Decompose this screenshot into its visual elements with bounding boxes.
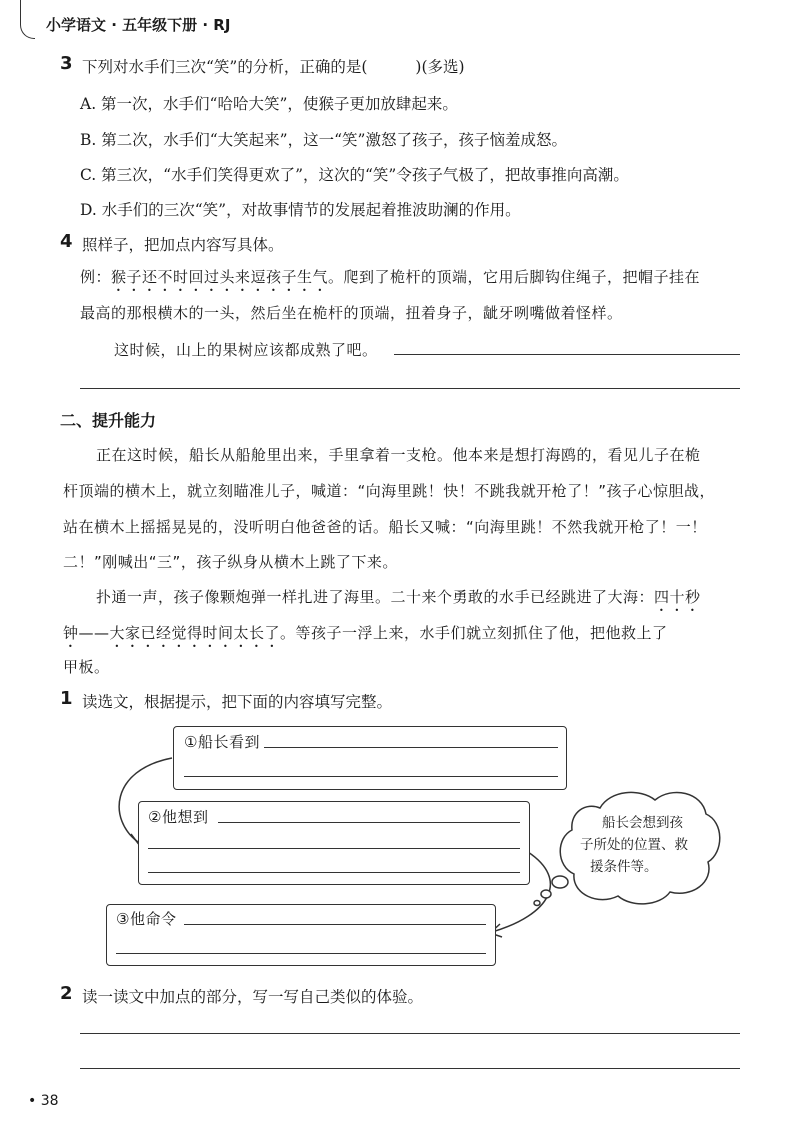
passage-line: 二！”刚喊出“三”，孩子纵身从横木上跳了下来。 [63,553,398,571]
dotted-text: 钟 [63,624,79,642]
example-prefix: 例： [80,268,112,286]
question-4-number: 4 [60,231,73,252]
bubble-line: 子所处的位置、救 [580,837,688,853]
question-3-stem-text: 下列对水手们三次“笑”的分析，正确的是( [82,58,368,76]
example-line-2: 最高的那根横木的一头，然后坐在桅杆的顶端，扭着身子，龇牙咧嘴做着怪样。 [80,304,623,322]
example-rest: 。爬到了桅杆的顶端，它用后脚钩住绳子，把帽子挂在 [328,268,701,286]
question-4-prompt: 这时候，山上的果树应该都成熟了吧。 [114,341,378,359]
cloud-dot [534,901,540,906]
dotted-text: 四十秒 [654,588,701,606]
subquestion-1-number: 1 [60,688,73,709]
subquestion-2-stem: 读一读文中加点的部分，写一写自己类似的体验。 [82,988,424,1006]
bubble-line: 援条件等。 [590,859,658,875]
option-c: C. 第三次，“水手们笑得更欢了”，这次的“笑”令孩子气极了，把故事推向高潮。 [80,166,629,184]
subquestion-2-number: 2 [60,983,73,1004]
question-3-number: 3 [60,53,73,74]
example-dotted-text: 猴子还不时回过头来逗孩子生气 [111,268,329,286]
box-3-label: ③他命令 [116,910,177,928]
answer-line[interactable] [80,1068,740,1069]
passage-line: 正在这时候，船长从船舱里出来，手里拿着一支枪。他本来是想打海鸥的，看见儿子在桅 [96,446,701,464]
dash: —— [78,624,110,642]
option-d: D. 水手们的三次“笑”，对故事情节的发展起着推波助澜的作用。 [80,201,521,219]
passage-text: 扑通一声，孩子像颗炮弹一样扎进了海里。二十来个勇敢的水手已经跳进了大海： [96,588,655,606]
question-4-stem: 照样子，把加点内容写具体。 [82,236,284,254]
passage-line: 站在横木上摇摇晃晃的，没听明白他爸爸的话。船长又喊：“向海里跳！不然我就开枪了！一！ [63,518,707,536]
subquestion-1-stem: 读选文，根据提示，把下面的内容填写完整。 [82,693,393,711]
thought-bubble-text [580,812,710,878]
cloud-dot [541,890,551,898]
dotted-text: 大家已经觉得时间太长了 [109,624,281,642]
passage-line: 杆顶端的横木上，就立刻瞄准儿子，喊道：“向海里跳！快！不跳我就开枪了！”孩子心惊胆战， [63,482,716,500]
option-b: B. 第二次，水手们“大笑起来”，这一“笑”激怒了孩子，孩子恼羞成怒。 [80,131,567,149]
answer-line[interactable] [80,1033,740,1034]
box-1-label: ①船长看到 [184,733,260,751]
passage-line: 甲板。 [63,658,110,676]
box-2-label: ②他想到 [148,808,209,826]
page-header-title: 小学语文 · 五年级下册 · RJ [46,16,231,34]
cloud-dot [552,876,568,888]
page-number: • 38 [28,1093,59,1109]
passage-text: 。等孩子一浮上来，水手们就立刻抓住了他，把他救上了 [280,624,668,642]
question-3-stem-suffix: )(多选) [415,58,465,76]
option-a: A. 第一次，水手们“哈哈大笑”，使猴子更加放肆起来。 [80,95,458,113]
bubble-line: 船长会想到孩 [602,815,683,831]
section-title: 二、提升能力 [60,411,157,430]
